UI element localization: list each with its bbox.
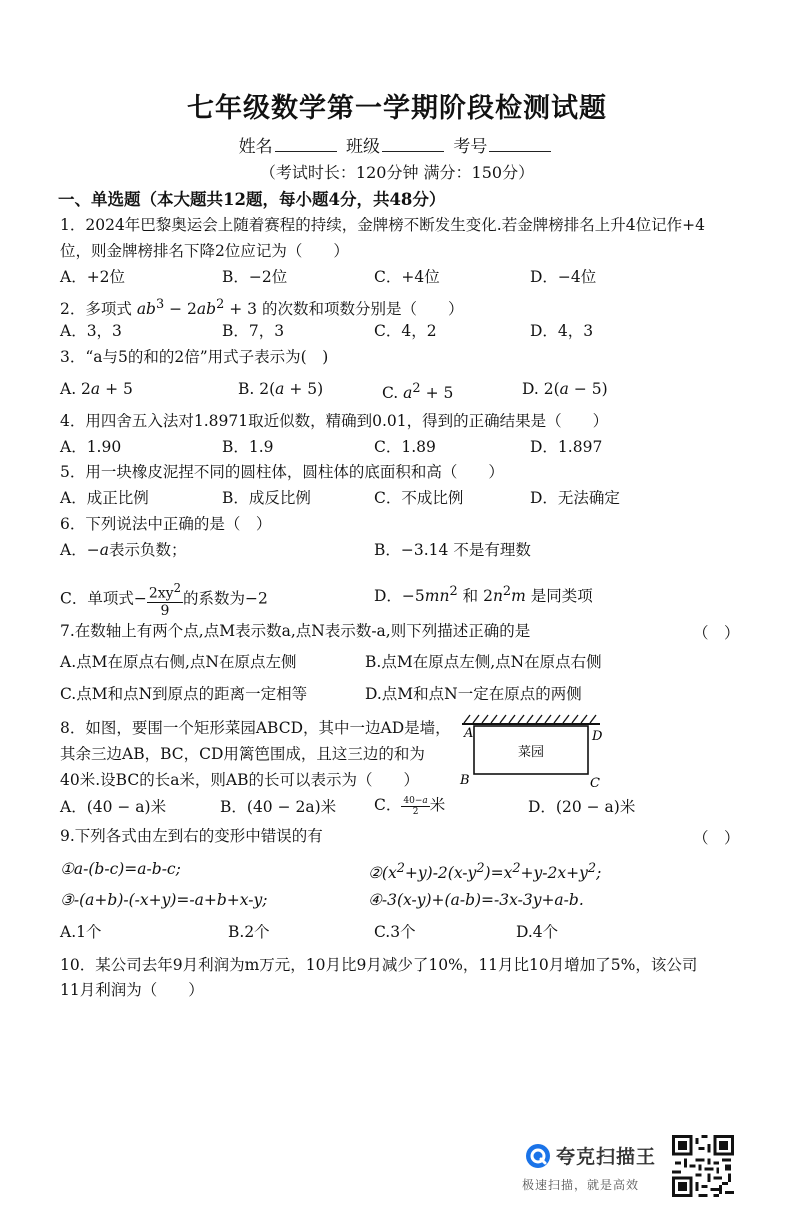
q9-option-a: A.1个 <box>60 923 102 941</box>
q6-option-d: D．$-5mn^2$ 和 $2n^2m$ 是同类项 <box>374 584 593 606</box>
q2-option-a: A．3，3 <box>60 322 122 340</box>
q8-option-c-prefix: C． <box>374 796 402 814</box>
q6-monomial-fraction: $\frac{2xy^2}{9}$ <box>148 581 182 619</box>
q3-option-b-label: B. <box>238 380 255 398</box>
q5-option-b: B．成反比例 <box>222 489 311 507</box>
name-label: 姓名 <box>238 137 273 157</box>
q9-stem: 9.下列各式由左到右的变形中错误的有 <box>60 827 323 845</box>
q6-option-b: B．−3.14 不是有理数 <box>374 541 531 559</box>
q5-option-a: A．成正比例 <box>60 489 149 507</box>
scanner-watermark <box>520 1138 670 1198</box>
q4-option-d: D．1.897 <box>530 438 603 456</box>
q7-stem: 7.在数轴上有两个点,点M表示数a,点N表示数-a,则下列描述正确的是 <box>60 622 531 640</box>
q1-option-b: B．−2位 <box>222 268 288 286</box>
q6-option-d-suffix: 是同类项 <box>530 587 593 606</box>
vertex-a: A <box>464 726 474 741</box>
page-title: 七年级数学第一学期阶段检测试题 <box>187 93 607 124</box>
q2-suffix: 的次数和项数分别是（ ） <box>261 300 464 319</box>
q3-option-c: C. $a^2 + 5$ <box>382 381 454 403</box>
q7-option-c: C.点M和点N到原点的距离一定相等 <box>60 685 308 703</box>
q6-stem: 6．下列说法中正确的是（ ） <box>60 515 272 533</box>
q10-line1: 10．某公司去年9月利润为m万元，10月比9月减少了10%，11月比10月增加了5%，该公司 <box>60 956 698 974</box>
q8-option-b: B．(40 − 2a)米 <box>220 798 337 816</box>
exam-duration: （考试时长：120分钟 满分：150分） <box>259 163 535 182</box>
vertex-d: D <box>592 729 603 744</box>
q6-option-d-mid: 和 <box>462 587 479 606</box>
q1-line1: 1．2024年巴黎奥运会上随着赛程的持续，金牌榜不断发生变化.若金牌榜排名上升4位记作+4 <box>60 216 705 234</box>
q3-option-c-label: C. <box>382 384 399 403</box>
q8-option-c-fraction: $\frac{40-a}{2}$ <box>403 795 428 817</box>
student-info-line <box>0 132 794 157</box>
q1-option-a: A．+2位 <box>60 268 126 286</box>
q6-option-b-text: 不是有理数 <box>453 541 531 559</box>
q3-option-a-label: A. <box>60 380 77 398</box>
q6-option-c: C．单项式− $\frac{2xy^2}{9}$ 的系数为−2 <box>60 581 268 619</box>
q5-option-c: C．不成比例 <box>374 489 464 507</box>
q2-prefix: 2．多项式 <box>60 300 132 319</box>
q1-option-d: D．−4位 <box>530 268 597 286</box>
q2-polynomial: $ab^3 - 2ab^2 + 3$ <box>136 297 257 319</box>
q7-option-d: D.点M和点N一定在原点的两侧 <box>365 685 582 703</box>
name-blank <box>275 137 337 152</box>
class-blank <box>382 137 444 152</box>
wall-hatching <box>464 715 596 723</box>
q9-expr-1: ①a-(b-c)=a-b-c; <box>60 860 181 878</box>
scanner-brand-name: 夸克扫描王 <box>556 1146 657 1168</box>
vertex-c: C <box>590 776 600 791</box>
q7-answer-paren: （ ） <box>693 624 740 642</box>
q9-expr-4: ④-3(x-y)+(a-b)=-3x-3y+a-b. <box>368 891 584 909</box>
q6-option-c-suffix: 的系数为−2 <box>183 589 268 608</box>
q9-option-d: D.4个 <box>516 923 559 941</box>
q8-option-c-suffix: 米 <box>429 796 446 814</box>
exam-no-label: 考号 <box>453 137 488 157</box>
q8-option-c <box>374 795 445 817</box>
q5-stem: 5．用一块橡皮泥捏不同的圆柱体，圆柱体的底面积和高（ ） <box>60 463 504 481</box>
q8-line1: 8．如图，要围一个矩形菜园ABCD，其中一边AD是墙， <box>60 719 451 737</box>
scanner-slogan: 极速扫描，就是高效 <box>522 1178 640 1192</box>
garden-diagram <box>458 712 608 792</box>
q2-option-d: D．4，3 <box>530 322 594 340</box>
q6-option-a: A．−a表示负数； <box>60 541 187 559</box>
q4-stem: 4．用四舍五入法对1.8971取近似数，精确到0.01，得到的正确结果是（ ） <box>60 412 609 430</box>
section-heading: 一、单选题（本大题共12题，每小题4分，共48分） <box>58 190 446 209</box>
q6-option-a-text: 表示负数； <box>108 541 187 559</box>
q2-option-c: C．4，2 <box>374 322 437 340</box>
q8-line3: 40米.设BC的长a米，则AB的长可以表示为（ ） <box>60 771 420 789</box>
q3-option-a: A. 2a + 5 <box>60 380 133 398</box>
q3-stem: 3．“a与5的和的2倍”用式子表示为( ) <box>60 348 329 366</box>
q9-option-b: B.2个 <box>228 923 270 941</box>
class-label: 班级 <box>346 137 380 157</box>
qr-code-icon <box>672 1135 734 1197</box>
vertex-b: B <box>460 773 470 788</box>
q7-option-a: A.点M在原点右侧,点N在原点左侧 <box>60 653 297 671</box>
scanner-logo-icon <box>524 1142 552 1170</box>
q9-option-c: C.3个 <box>374 923 416 941</box>
q3-option-d: D. 2(a − 5) <box>522 380 608 398</box>
garden-label: 菜园 <box>517 745 545 760</box>
exam-no-blank <box>489 137 551 152</box>
q10-line2: 11月利润为（ ） <box>60 981 204 999</box>
q1-line2: 位，则金牌榜排名下降2位应记为（ ） <box>60 242 349 260</box>
q9-expr-2: $②(x^2+y)-2(x-y^2)=x^2+y-2x+y^2$; <box>368 861 602 883</box>
q8-line2: 其余三边AB，BC，CD用篱笆围成，且这三边的和为 <box>60 745 425 763</box>
q1-option-c: C．+4位 <box>374 268 440 286</box>
q7-option-b: B.点M在原点左侧,点N在原点右侧 <box>365 653 602 671</box>
q9-expr-3: ③-(a+b)-(-x+y)=-a+b+x-y; <box>60 891 268 909</box>
q9-answer-paren: （ ） <box>693 829 740 847</box>
q5-option-d: D．无法确定 <box>530 489 620 507</box>
q4-option-a: A．1.90 <box>60 438 122 456</box>
q8-option-a: A．(40 − a)米 <box>60 798 167 816</box>
q6-option-c-prefix: C．单项式 <box>60 589 134 608</box>
q2-option-b: B．7，3 <box>222 322 285 340</box>
q4-option-b: B．1.9 <box>222 438 274 456</box>
q3-option-d-label: D. <box>522 380 539 398</box>
q2-stem <box>60 295 463 319</box>
q3-option-b: B. 2(a + 5) <box>238 380 324 398</box>
q8-option-d: D．(20 − a)米 <box>528 798 636 816</box>
q4-option-c: C．1.89 <box>374 438 436 456</box>
